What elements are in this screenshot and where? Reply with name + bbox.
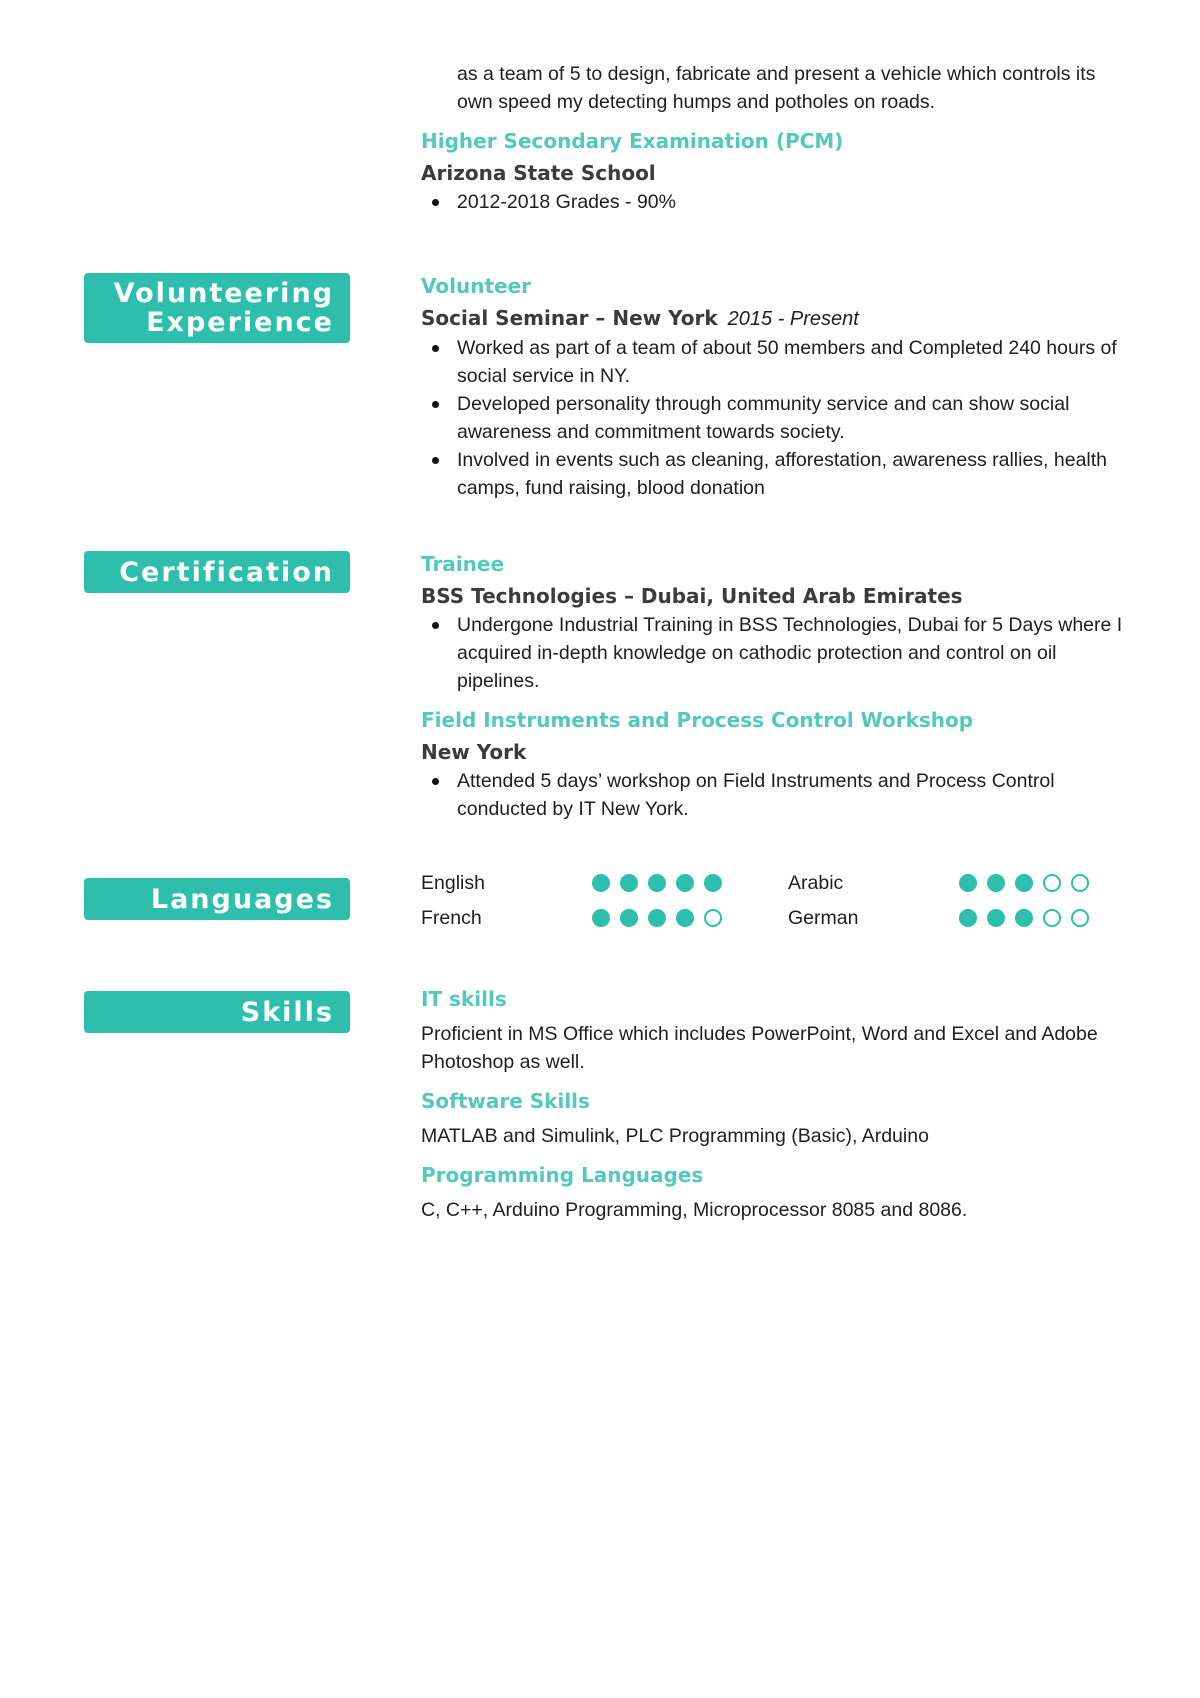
filled-dot-icon: [987, 909, 1005, 927]
empty-dot-icon: [1071, 874, 1089, 892]
cert-bullet: Attended 5 days’ workshop on Field Instruments and Process Control conducted by IT New York.: [421, 767, 1141, 823]
section-label-skills: [84, 991, 350, 1033]
language-level: [959, 874, 1089, 892]
cert-bullets-1: [421, 611, 1141, 695]
filled-dot-icon: [592, 909, 610, 927]
volunteering-content: [421, 273, 1141, 502]
cert-org-1: BSS Technologies – Dubai, United Arab Emirates: [421, 584, 963, 608]
skill-group-title: IT skills: [421, 987, 507, 1011]
hse-title: Higher Secondary Examination (PCM): [421, 129, 844, 153]
filled-dot-icon: [648, 874, 666, 892]
language-name: German: [788, 907, 859, 929]
empty-dot-icon: [704, 909, 722, 927]
empty-dot-icon: [1071, 909, 1089, 927]
skill-group-text: C, C++, Arduino Programming, Microprocessor 8085 and 8086.: [421, 1199, 968, 1221]
hse-school: Arizona State School: [421, 161, 656, 185]
skill-group-title: Programming Languages: [421, 1163, 704, 1187]
section-label-certification: [84, 551, 350, 593]
language-row: [788, 868, 1088, 898]
hse-bullets: [421, 188, 1141, 216]
volunteer-bullet: Worked as part of a team of about 50 members and Completed 240 hours of social service in NY.: [421, 334, 1141, 390]
skills-content: [421, 986, 1141, 1224]
filled-dot-icon: [1015, 874, 1033, 892]
volunteer-role: Volunteer: [421, 274, 532, 298]
cert-title-1: Trainee: [421, 552, 505, 576]
filled-dot-icon: [704, 874, 722, 892]
language-row: [421, 903, 721, 933]
hse-bullet: 2012-2018 Grades - 90%: [421, 188, 1141, 216]
volunteer-bullet: Developed personality through community service and can show social awareness and commitment towards society.: [421, 390, 1141, 446]
section-label-volunteering: [84, 273, 350, 343]
volunteer-org-line: [421, 305, 1141, 332]
filled-dot-icon: [676, 874, 694, 892]
filled-dot-icon: [959, 874, 977, 892]
language-level: [592, 874, 722, 892]
section-label-languages: [84, 878, 350, 920]
filled-dot-icon: [620, 909, 638, 927]
volunteer-date: 2015 - Present: [727, 308, 859, 330]
skill-group-text: MATLAB and Simulink, PLC Programming (Basic), Arduino: [421, 1125, 929, 1147]
prev-item-line-1: as a team of 5 to design, fabricate and present a vehicle which controls its: [457, 63, 1096, 85]
cert-org-2: New York: [421, 740, 527, 764]
cert-title-2: Field Instruments and Process Control Workshop: [421, 708, 974, 732]
language-name: English: [421, 872, 485, 894]
language-row: [421, 868, 721, 898]
prev-item-line-2: own speed my detecting humps and potholes on roads.: [457, 91, 936, 113]
filled-dot-icon: [676, 909, 694, 927]
filled-dot-icon: [1015, 909, 1033, 927]
language-level: [959, 909, 1089, 927]
cert-bullets-2: [421, 767, 1141, 823]
skill-group-title: Software Skills: [421, 1089, 590, 1113]
certification-content: [421, 551, 1141, 823]
filled-dot-icon: [959, 909, 977, 927]
language-level: [592, 909, 722, 927]
volunteer-bullets: [421, 334, 1141, 502]
empty-dot-icon: [1043, 874, 1061, 892]
skill-group-text: Proficient in MS Office which includes PowerPoint, Word and Excel and Adobe Photoshop as well.: [421, 1023, 1098, 1073]
volunteering-label-line-2: Experience: [146, 307, 334, 338]
volunteer-bullet: Involved in events such as cleaning, afforestation, awareness rallies, health camps, fund raising, blood donation: [421, 446, 1141, 502]
cert-bullet: Undergone Industrial Training in BSS Technologies, Dubai for 5 Days where I acquired in-depth knowledge on cathodic protection and control on oil pipelines.: [421, 611, 1141, 695]
filled-dot-icon: [592, 874, 610, 892]
volunteering-label-line-1: Volunteering: [113, 278, 334, 309]
volunteer-org: Social Seminar – New York: [421, 306, 718, 330]
filled-dot-icon: [620, 874, 638, 892]
language-name: Arabic: [788, 872, 844, 894]
languages-label: Languages: [150, 883, 334, 915]
skills-label: Skills: [240, 996, 334, 1028]
language-name: French: [421, 907, 482, 929]
education-continued: [421, 60, 1141, 216]
language-row: [788, 903, 1088, 933]
filled-dot-icon: [648, 909, 666, 927]
empty-dot-icon: [1043, 909, 1061, 927]
filled-dot-icon: [987, 874, 1005, 892]
certification-label: Certification: [119, 556, 334, 588]
